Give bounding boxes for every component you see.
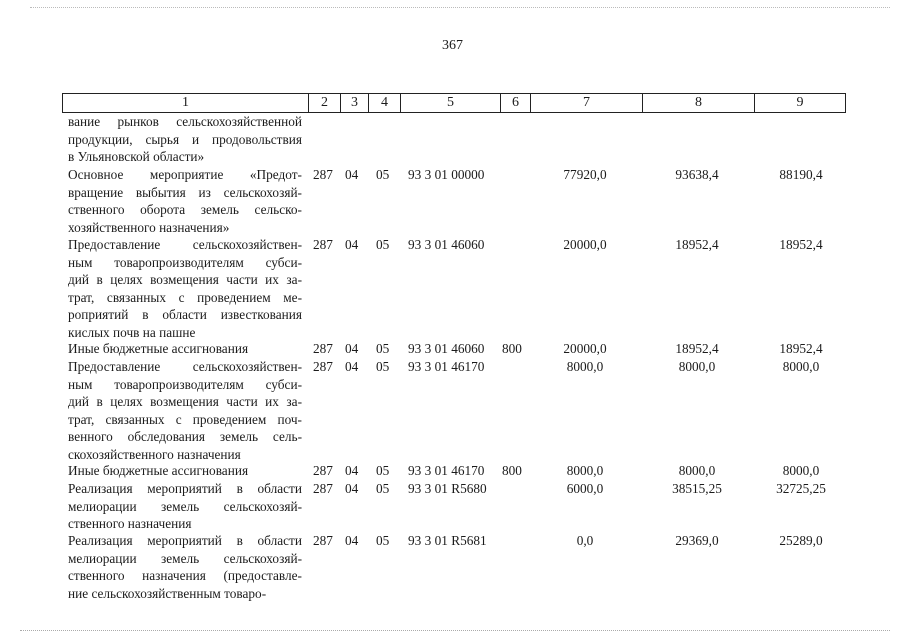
- row-description: [68, 166, 302, 236]
- cell-c4: 05: [376, 481, 390, 496]
- cell-c8: 18952,4: [675, 237, 719, 252]
- cell-c4: 05: [376, 359, 390, 374]
- header-col-3: 3: [341, 94, 369, 112]
- cell-c2: 287: [313, 167, 333, 182]
- cell-c2: 287: [313, 359, 333, 374]
- description-line: дий в целях возмещения части их за-: [68, 394, 302, 410]
- cell-c7: 8000,0: [566, 463, 604, 478]
- header-col-7: 7: [531, 94, 643, 112]
- cell-c4: 05: [376, 533, 390, 548]
- cell-c4: 05: [376, 167, 390, 182]
- description-line: Иные бюджетные ассигнования: [68, 341, 249, 356]
- description-line: Предоставление сельскохозяйствен-: [68, 359, 302, 374]
- description-line: вращение выбытия из сельскохозяй-: [68, 184, 302, 200]
- row-description: [68, 462, 302, 480]
- cell-c8: 8000,0: [678, 463, 716, 478]
- cell-c8: 93638,4: [675, 167, 719, 182]
- cell-c7: 8000,0: [566, 359, 604, 374]
- description-line: роприятий в области известкования: [68, 307, 302, 323]
- cell-c3: 04: [345, 237, 359, 252]
- page-number: 367: [442, 38, 463, 53]
- description-line: скохозяйственного назначения: [68, 446, 241, 462]
- scan-edge-bottom: [20, 630, 890, 632]
- description-line: Основное мероприятие «Предот-: [68, 167, 302, 182]
- cell-c3: 04: [345, 533, 359, 548]
- header-col-5: 5: [401, 94, 501, 112]
- description-line: хозяйственного назначения»: [68, 219, 230, 235]
- description-line: вание рынков сельскохозяйственной: [68, 114, 302, 129]
- description-line: ным товаропроизводителям субси-: [68, 254, 302, 270]
- header-col-1: 1: [63, 94, 309, 112]
- description-line: ние сельскохозяйственным товаро-: [68, 585, 267, 601]
- description-line: Реализация мероприятий в области: [68, 481, 302, 496]
- cell-c5: 93 3 01 46060: [408, 237, 485, 252]
- cell-c2: 287: [313, 237, 333, 252]
- cell-c8: 18952,4: [675, 341, 719, 356]
- row-description: [68, 340, 302, 358]
- cell-c9: 8000,0: [782, 463, 820, 478]
- cell-c2: 287: [313, 341, 333, 356]
- cell-c6: 800: [502, 463, 522, 478]
- cell-c9: 25289,0: [779, 533, 823, 548]
- header-col-9: 9: [796, 95, 804, 110]
- description-line: венного обследования земель сель-: [68, 429, 302, 445]
- description-line: ственного назначения: [68, 516, 192, 532]
- cell-c9: 8000,0: [782, 359, 820, 374]
- cell-c5: 93 3 01 46170: [408, 359, 485, 374]
- cell-c8: 38515,25: [672, 481, 722, 496]
- row-description: [68, 358, 302, 464]
- cell-c7: 6000,0: [566, 481, 604, 496]
- description-line: Реализация мероприятий в области: [68, 533, 302, 548]
- cell-c6: 800: [502, 341, 522, 356]
- cell-c5: 93 3 01 46060: [408, 341, 485, 356]
- description-line: кислых почв на пашне: [68, 324, 196, 340]
- cell-c5: 93 3 01 R5680: [408, 481, 487, 496]
- description-line: мелиорации земель сельскохозяй-: [68, 498, 302, 514]
- cell-c7: 77920,0: [563, 167, 607, 182]
- cell-c2: 287: [313, 533, 333, 548]
- description-line: Предоставление сельскохозяйствен-: [68, 237, 302, 252]
- description-line: ственного оборота земель сельско-: [68, 202, 302, 218]
- scan-edge-top: [30, 7, 890, 9]
- cell-c3: 04: [345, 167, 359, 182]
- table-header: [62, 93, 846, 113]
- cell-c9: 88190,4: [779, 167, 823, 182]
- header-col-8: 8: [643, 94, 755, 112]
- cell-c2: 287: [313, 463, 333, 478]
- cell-c7: 20000,0: [563, 237, 607, 252]
- cell-c3: 04: [345, 463, 359, 478]
- cell-c8: 29369,0: [675, 533, 719, 548]
- cell-c7: 0,0: [576, 533, 594, 548]
- cell-c5: 93 3 01 46170: [408, 463, 485, 478]
- cell-c3: 04: [345, 341, 359, 356]
- cell-c4: 05: [376, 237, 390, 252]
- cell-c9: 18952,4: [779, 341, 823, 356]
- description-line: в Ульяновской области»: [68, 149, 205, 165]
- header-col-6: 6: [501, 94, 531, 112]
- cell-c7: 20000,0: [563, 341, 607, 356]
- description-line: ным товаропроизводителям субси-: [68, 376, 302, 392]
- description-line: продукции, сырья и продовольствия: [68, 131, 302, 147]
- row-description: [68, 480, 302, 533]
- cell-c9: 18952,4: [779, 237, 823, 252]
- cell-c3: 04: [345, 359, 359, 374]
- cell-c2: 287: [313, 481, 333, 496]
- cell-c5: 93 3 01 00000: [408, 167, 485, 182]
- row-description: [68, 532, 302, 602]
- description-line: дий в целях возмещения части их за-: [68, 272, 302, 288]
- row-description: [68, 113, 302, 166]
- cell-c9: 32725,25: [776, 481, 826, 496]
- description-line: Иные бюджетные ассигнования: [68, 463, 249, 478]
- description-line: трат, связанных с проведением поч-: [68, 411, 302, 427]
- header-col-2: 2: [309, 94, 341, 112]
- header-col-4: 4: [369, 94, 401, 112]
- description-line: мелиорации земель сельскохозяй-: [68, 550, 302, 566]
- row-description: [68, 236, 302, 342]
- description-line: трат, связанных с проведением ме-: [68, 289, 302, 305]
- cell-c4: 05: [376, 463, 390, 478]
- cell-c8: 8000,0: [678, 359, 716, 374]
- cell-c3: 04: [345, 481, 359, 496]
- description-line: ственного назначения (предоставле-: [68, 568, 302, 584]
- cell-c5: 93 3 01 R5681: [408, 533, 487, 548]
- cell-c4: 05: [376, 341, 390, 356]
